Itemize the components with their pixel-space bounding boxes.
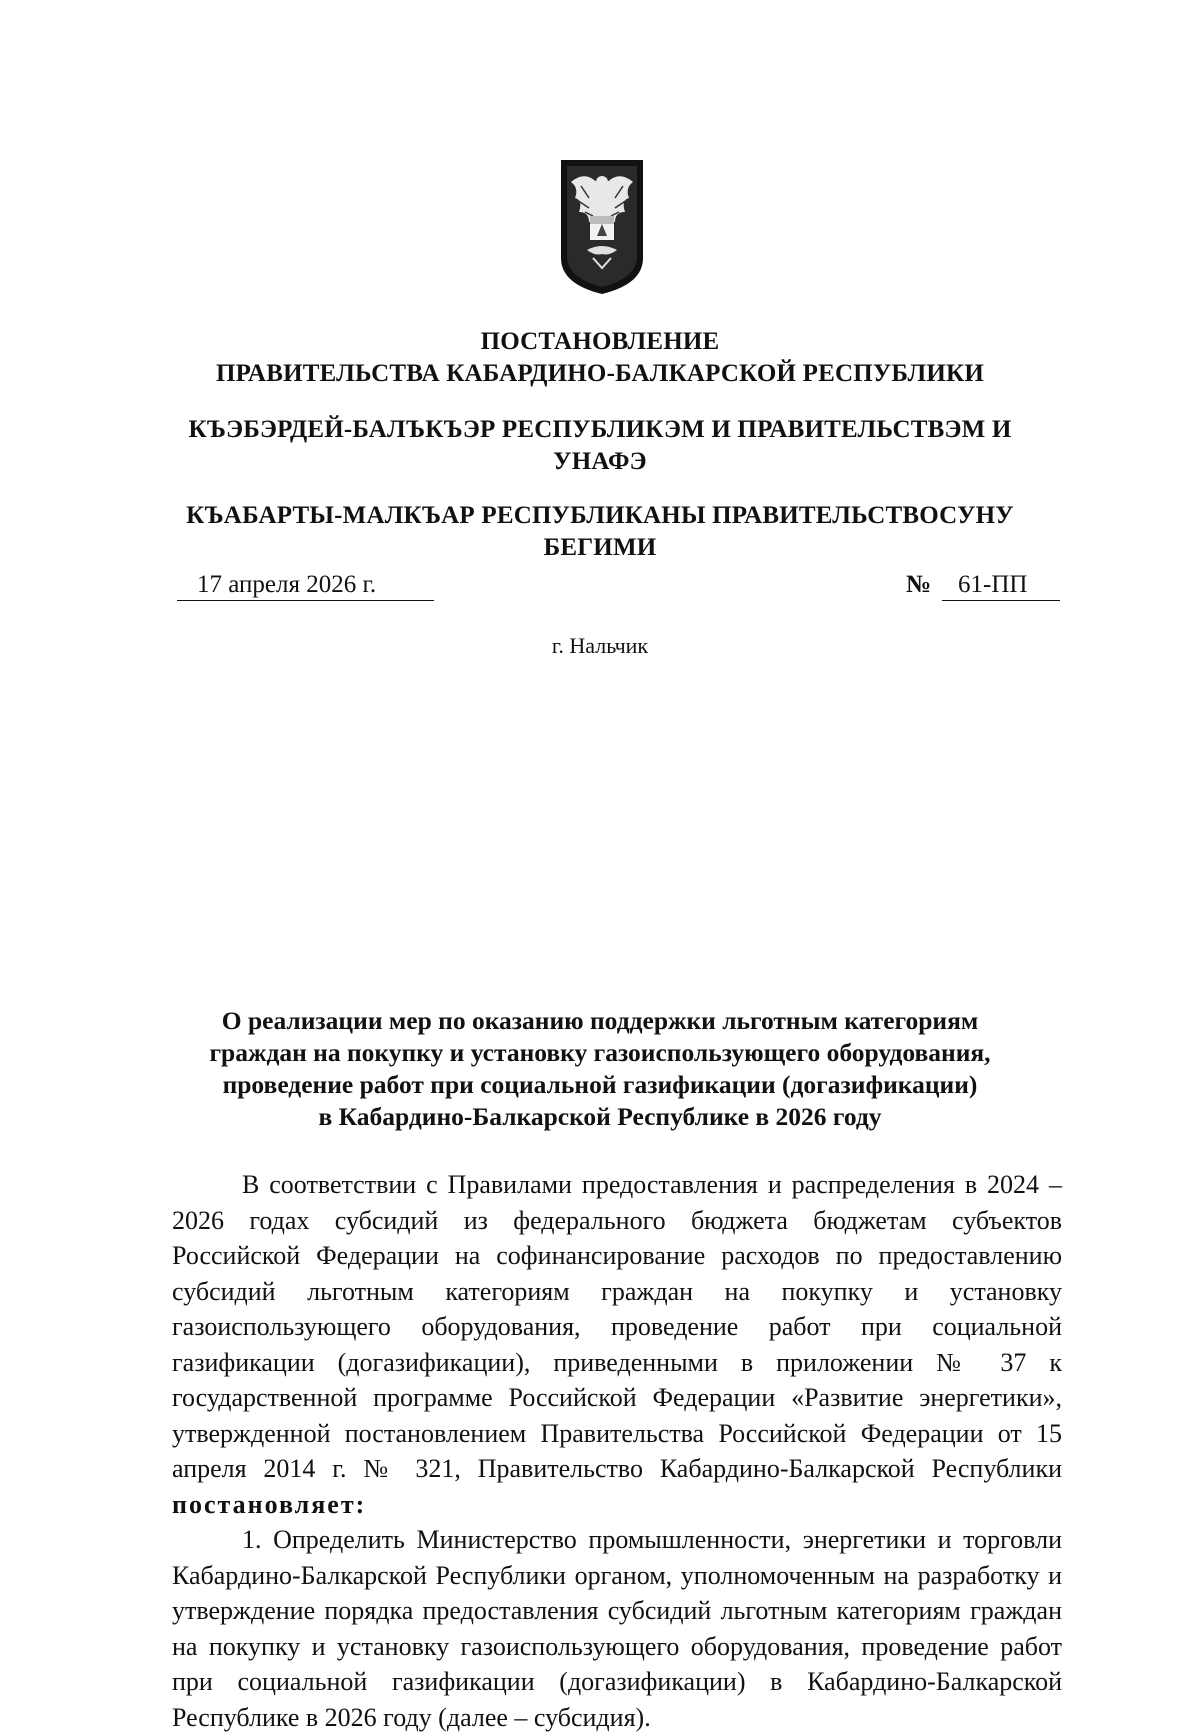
- document-title: [150, 1005, 1050, 1133]
- title-line: в Кабардино-Балкарской Республике в 2026 году: [318, 1102, 882, 1131]
- document-body: [172, 1167, 1062, 1735]
- paragraph-preamble: [172, 1167, 1062, 1522]
- number-value: 61-ПП: [942, 570, 1060, 601]
- issuing-authority-line: ПРАВИТЕЛЬСТВА КАБАРДИНО-БАЛКАРСКОЙ РЕСПУБЛИКИ: [216, 360, 984, 387]
- preamble-text: В соответствии с Правилами предоставления и распределения в 2024 – 2026 годах субсидий из федерального бюджета бюджетам субъектов Российской Федерации на софинансирование расходов по предоставлению субсидий льготным категориям граждан на покупку и установку газоиспользующего оборудования, проведение работ при социальной газификации (догазификации), приведенными в приложении № 37 к государственной программе Российской Федерации «Развитие энергетики», утвержденной постановлением Правительства Российской Федерации от 15 апреля 2014 г. № 321, Правительство Кабардино-Балкарской Республики: [172, 1170, 1062, 1483]
- number-sign: №: [906, 571, 932, 598]
- title-line: О реализации мер по оказанию поддержки льготным категориям: [221, 1006, 979, 1035]
- coat-of-arms-eagle-icon: [559, 158, 645, 296]
- document-type-line: ПОСТАНОВЛЕНИЕ: [480, 328, 720, 355]
- heading-karachay-balkar: КЪАБАРТЫ-МАЛКЪАР РЕСПУБЛИКАНЫ ПРАВИТЕЛЬСТВОСУНУ БЕГИМИ: [186, 502, 1014, 561]
- resolution-verb: постановляет:: [172, 1489, 367, 1519]
- document-type-heading: [150, 326, 1050, 390]
- city: г. Нальчик: [551, 633, 649, 658]
- document-date: 17 апреля 2026 г.: [177, 570, 434, 601]
- paragraph-item-1: 1. Определить Министерство промышленности, энергетики и торговли Кабардино-Балкарской Республики органом, уполномоченным на разработку и утверждение порядка предоставления субсидий льготным категориям граждан на покупку и установку газоиспользующего оборудования, проведение работ при социальной газификации (догазификации) в Кабардино-Балкарской Республике в 2026 году (далее – субсидия).: [172, 1525, 1062, 1732]
- title-line: проведение работ при социальной газификации (догазификации): [222, 1070, 978, 1099]
- heading-kabardian: КЪЭБЭРДЕЙ-БАЛЪКЪЭР РЕСПУБЛИКЭМ И ПРАВИТЕЛЬСТВЭМ И УНАФЭ: [188, 416, 1012, 475]
- document-number: [906, 570, 1028, 600]
- title-line: граждан на покупку и установку газоиспользующего оборудования,: [209, 1038, 991, 1067]
